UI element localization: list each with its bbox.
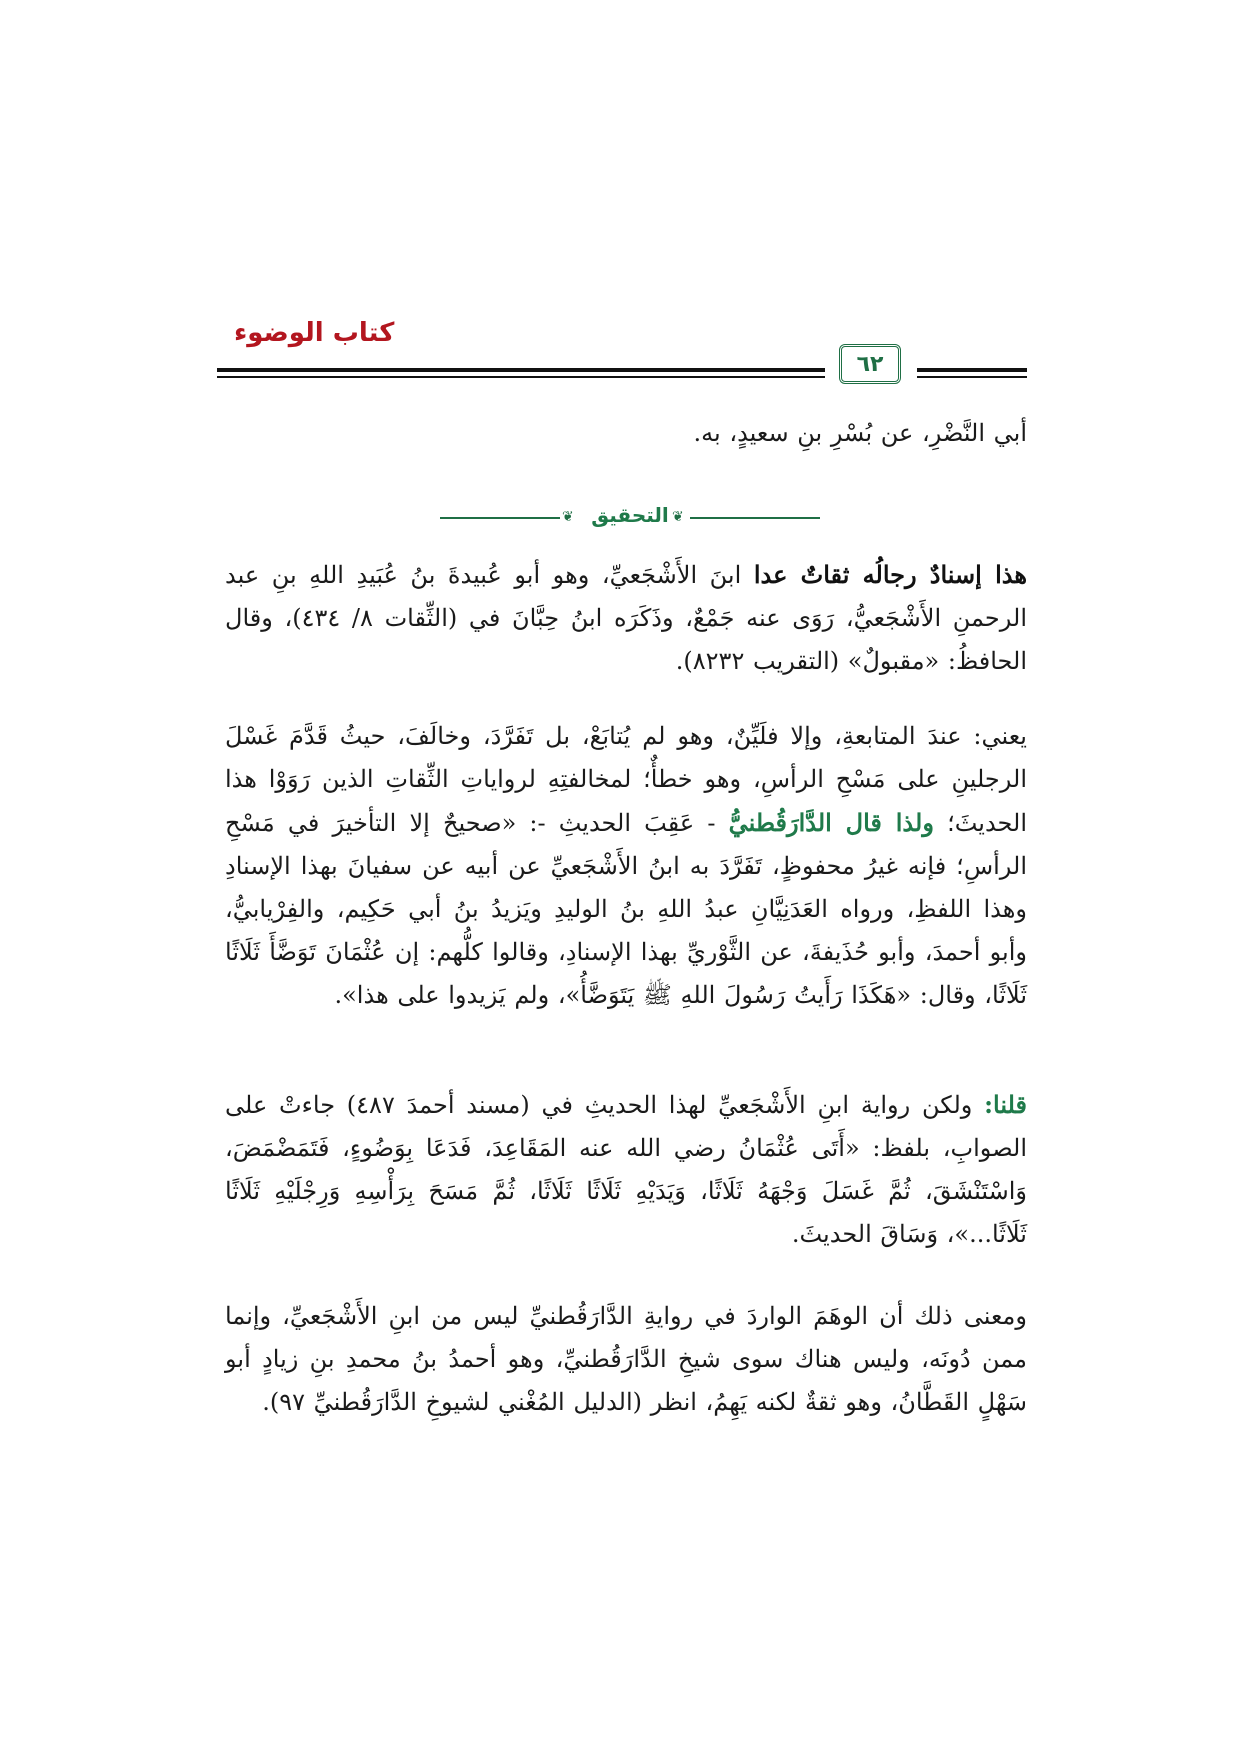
page-number: ٦٢ — [856, 351, 884, 377]
paragraph-4 — [225, 1295, 1027, 1424]
paragraph-4-text: ومعنى ذلك أن الوهَمَ الواردَ في روايةِ الدَّارَقُطنيِّ ليس من ابنِ الأَشْجَعيِّ، وإنما ممن دُونَه، وليس هناك سوى شيخِ الدَّارَقُطنيِّ، وهو أحمدُ بنُ محمدِ بنِ زيادٍ أبو سَهْلٍ القَطَّانُ، وهو ثقةٌ لكنه يَهِمُ، انظر (الدليل المُغْني لشيوخِ الدَّارَقُطنيِّ ٩٧). — [225, 1302, 1027, 1416]
intro-line-text: أبي النَّضْرِ، عن بُسْرِ بنِ سعيدٍ، به. — [693, 419, 1027, 447]
paragraph-2-text-1: يعني: عندَ المتابعةِ، وإلا فلَيِّنٌ، وهو لم يُتابَعْ، بل تَفَرَّدَ، وخالَفَ، حيثُ قَدَّمَ غَسْلَ الرجلينِ على مَسْحِ الرأسِ، وهو خطأٌ؛ لمخالفتِهِ لرواياتِ الثِّقاتِ الذين رَوَوْا هذا الحديثَ؛ — [225, 722, 1028, 837]
paragraph-1-lead: هذا إسنادٌ رجالُه ثقاتٌ عدا — [753, 560, 1028, 589]
paragraph-3-text: ولكن رواية ابنِ الأَشْجَعيِّ لهذا الحديثِ في (مسند أحمدَ ٤٨٧) جاءتْ على الصوابِ، بلفظ: «أَتَى عُثْمَانُ رضي الله عنه المَقَاعِدَ، فَدَعَا بِوَضُوءٍ، فَتَمَضْمَضَ، وَاسْتَنْشَقَ، ثُمَّ غَسَلَ وَجْهَهُ ثَلَاثًا، وَيَدَيْهِ ثَلَاثًا ثَلَاثًا، ثُمَّ مَسَحَ بِرَأْسِهِ وَرِجْلَيْهِ ثَلَاثًا ثَلَاثًا...»، وَسَاقَ الحديثَ. — [225, 1091, 1027, 1248]
page-number-badge — [839, 344, 901, 384]
paragraph-2 — [225, 715, 1027, 1017]
paragraph-1-text: ابنَ الأَشْجَعيِّ، وهو أبو عُبيدةَ بنُ عُبَيدِ اللهِ بنِ عبد الرحمنِ الأَشْجَعيُّ، رَوَى عنه جَمْعٌ، وذَكَرَه ابنُ حِبَّانَ في (الثِّقات ٨/ ٤٣٤)، وقال الحافظُ: «مقبولٌ» (التقريب ٨٢٣٢). — [225, 561, 1027, 675]
paragraph-2-text-2: - عَقِبَ الحديثِ -: «صحيحٌ إلا التأخيرَ في مَسْحِ الرأسِ؛ فإنه غيرُ محفوظٍ، تَفَرَّدَ به ابنُ الأَشْجَعيِّ عن أبيه عن سفيانَ بهذا الإسنادِ وهذا اللفظِ، ورواه العَدَنِيَّانِ عبدُ اللهِ بنُ الوليدِ ويَزيدُ بنُ أبي حَكِيم، والفِرْيابيُّ، وأبو أحمدَ، وأبو حُذَيفةَ، عن الثَّوْريِّ بهذا الإسنادِ، وقالوا كلُّهم: إن عُثْمَانَ تَوَضَّأَ ثَلَاثًا ثَلَاثًا، وقال: «هَكَذَا رَأَيتُ رَسُولَ اللهِ ﷺ يَتَوَضَّأُ»، ولم يَزيدوا على هذا». — [225, 809, 1028, 1009]
ornament-icon: ❦ — [562, 509, 574, 525]
paragraph-3-lead: قلنا: — [984, 1090, 1027, 1119]
book-title: كتاب الوضوء — [234, 318, 395, 348]
paragraph-1 — [225, 553, 1027, 683]
paragraph-3 — [225, 1083, 1027, 1256]
section-divider — [440, 503, 820, 533]
paragraph-2-highlight: ولذا قال الدَّارَقُطنيُّ — [728, 808, 934, 837]
header-rule-top-left — [917, 368, 1027, 372]
ornament-icon: ❦ — [672, 509, 684, 525]
header-rule-bottom-left — [917, 376, 1027, 378]
section-heading: التحقيق — [591, 503, 669, 527]
intro-line — [225, 412, 1027, 455]
header-rule-bottom-right — [217, 376, 825, 378]
header-rule-top-right — [217, 368, 825, 372]
page-header — [217, 318, 1027, 388]
